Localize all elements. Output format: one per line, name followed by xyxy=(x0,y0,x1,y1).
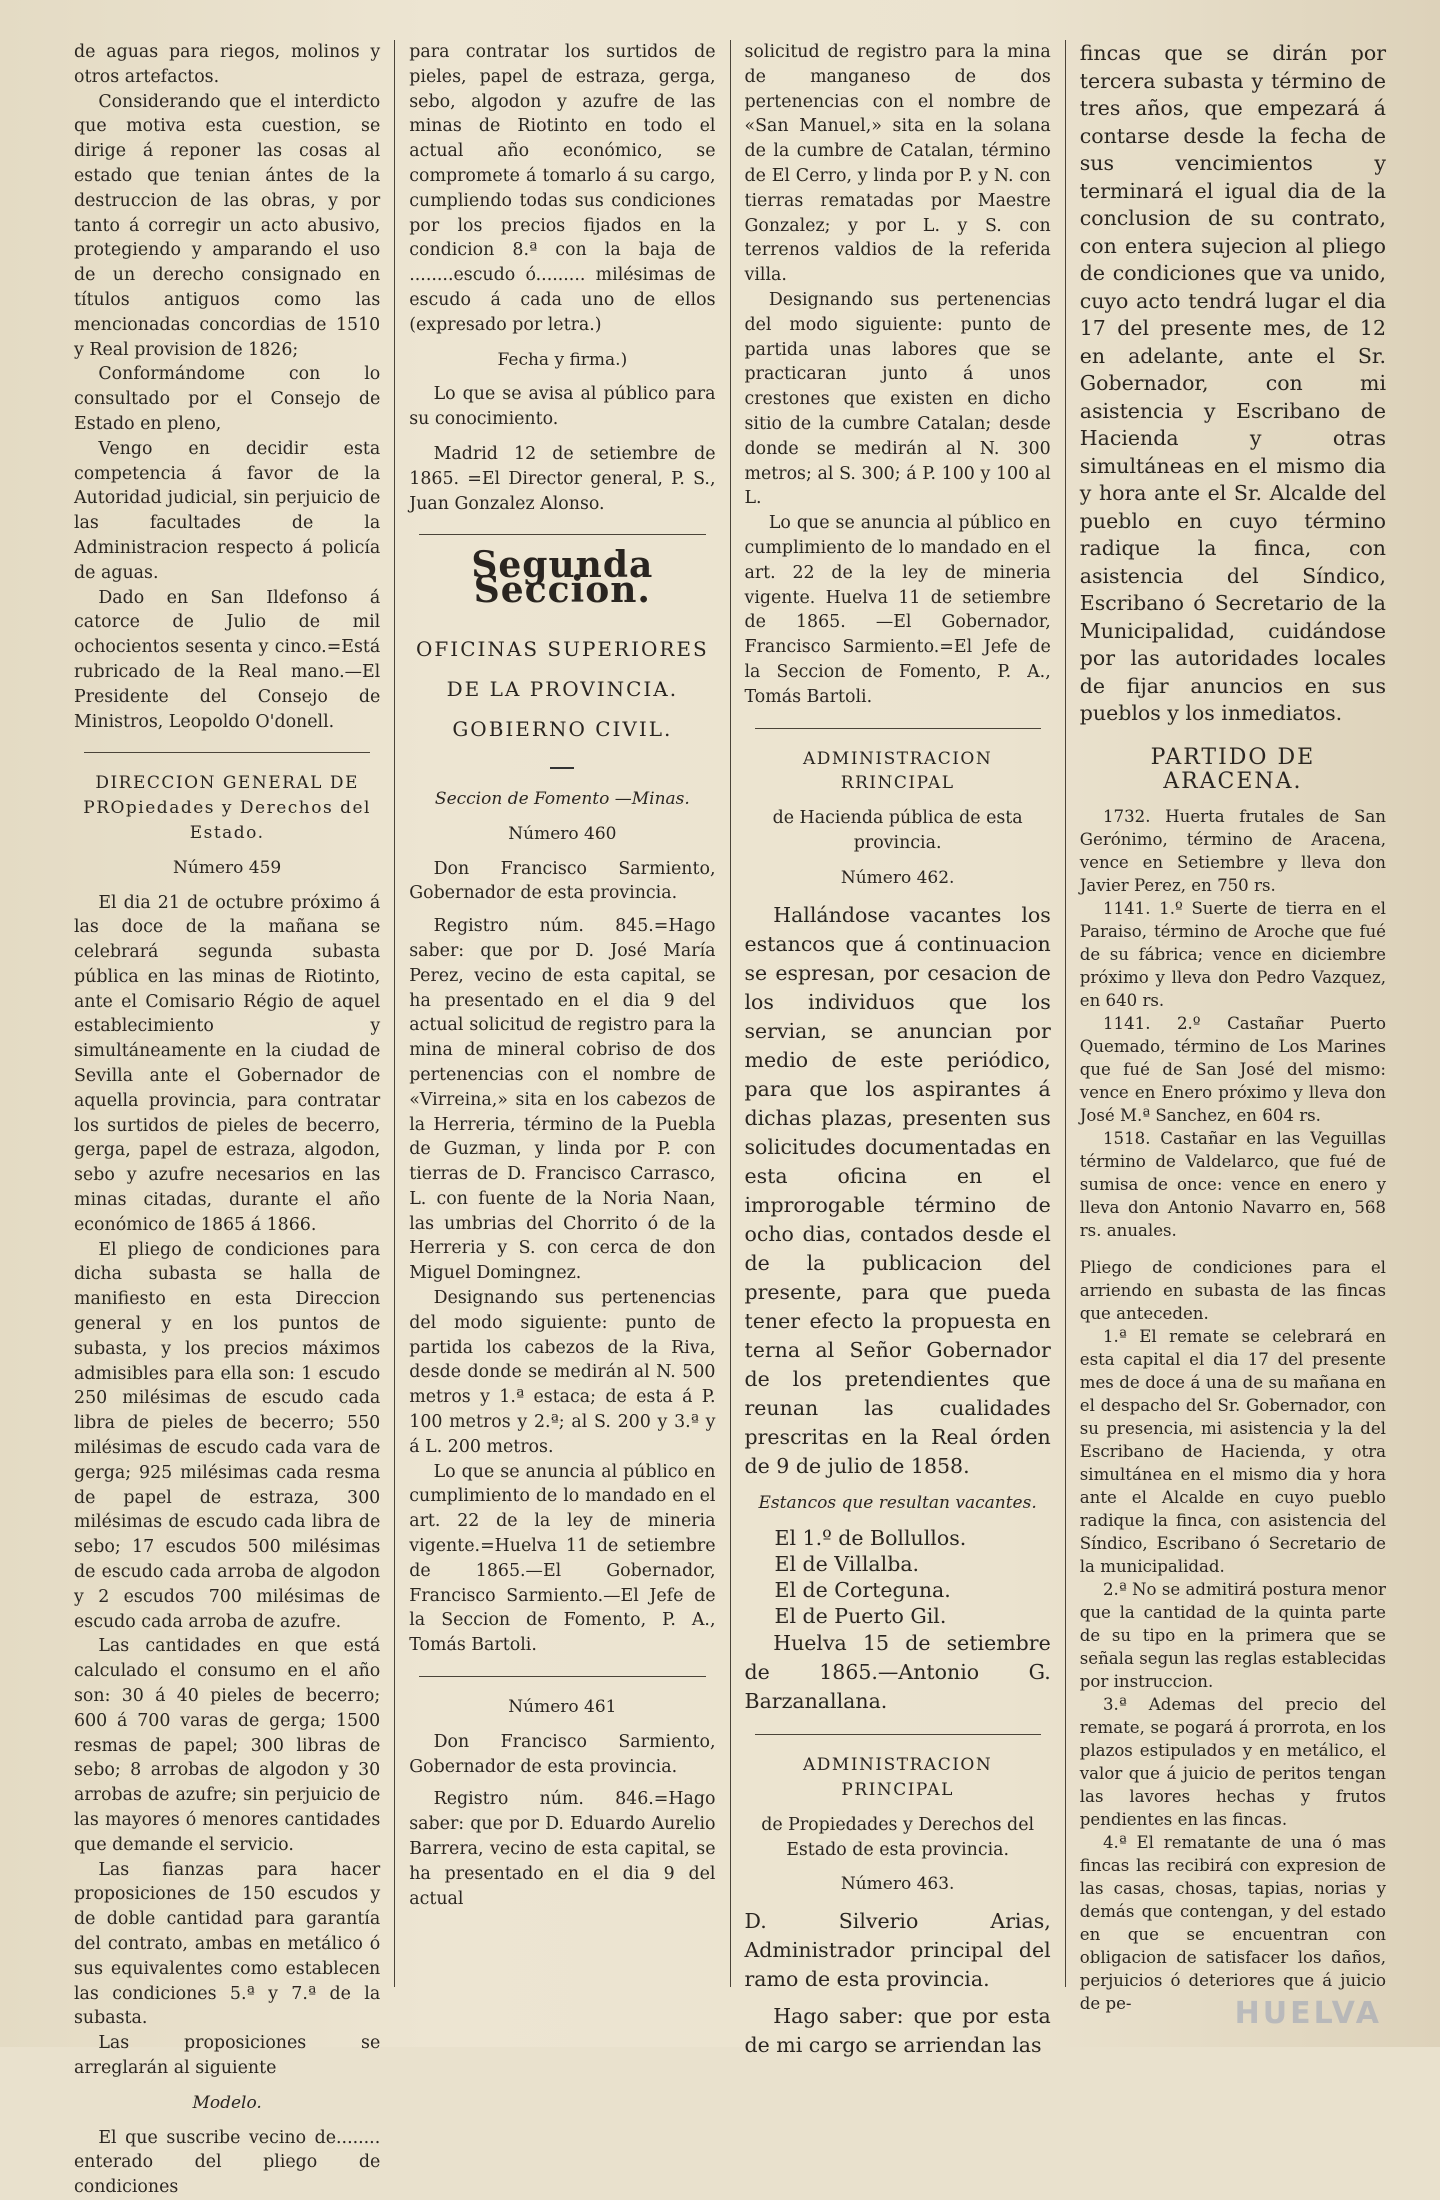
list-item: 3.ª Ademas del precio del remate, se pogará á prorrota, en los plazos estipulados y en metálico, el valor que á juicio de peritos tengan las lavores hechas y frutos pendientes en las fincas. xyxy=(1079,1695,1386,1830)
column-1 xyxy=(60,40,394,2198)
paragraph: Don Francisco Sarmiento, Gobernador de esta provincia. xyxy=(409,858,716,904)
paragraph: Lo que se anuncia al público en cumplimiento de lo mandado en el art. 22 de la ley de mineria vigente. Huelva 11 de setiembre de 1865. —El Gobernador, Francisco Sarmiento.=El Jefe de la Seccion de Fomento, P. A., Tomás Bartoli. xyxy=(744,513,1051,707)
paragraph: Lo que se avisa al público para su conocimiento. xyxy=(409,384,716,430)
section-subheading: de Hacienda pública de esta provincia. xyxy=(772,808,1023,853)
divider xyxy=(419,1676,705,1677)
number-label: Número 461 xyxy=(508,1697,617,1718)
list-item: 1141. 2.º Castañar Puerto Quemado, término de Los Marines que fué de San José del mismo: vence en Enero próximo y lleva don José M.ª Sanchez, en 604 rs. xyxy=(1079,1014,1386,1126)
subsection-heading: Seccion de Fomento —Minas. xyxy=(434,788,690,809)
list-item: El de Corteguna. xyxy=(774,1578,951,1603)
divider xyxy=(755,728,1041,729)
paragraph: para contratar los surtidos de pieles, papel de estraza, gerga, sebo, algodon y azufre de las minas de Riotinto en todo el actual año económico, se compromete á tomarlo á su cargo, cumpliendo todas sus condiciones por los precios fijados en la condicion 8.ª con la baja de ........escudo ó......... milésimas de escudo á cada uno de ellos (expresado por letra.) xyxy=(409,42,716,335)
watermark: HUELVA xyxy=(1234,1996,1382,2031)
list-item: El de Puerto Gil. xyxy=(774,1604,947,1629)
partido-heading: PARTIDO DE ARACENA. xyxy=(1150,744,1316,795)
column-2 xyxy=(394,40,729,1987)
list-item: 1.ª El remate se celebrará en esta capital el dia 17 del presente mes de doce á una de su mañana en el despacho del Sr. Gobernador, con su presencia, mi asistencia y la del Escribano de Hacienda, y otra simultánea en el mismo dia y hora ante el Alcalde en cuyo pueblo radique la finca, con asistencia del Síndico, Escribano ó Secretario de la municipalidad. xyxy=(1079,1327,1386,1577)
office-subheading: GOBIERNO CIVIL. xyxy=(452,716,673,741)
list-item: El de Villalba. xyxy=(774,1552,920,1577)
signature: Huelva 15 de setiembre de 1865.—Antonio G. Barzanallana. xyxy=(744,1631,1051,1714)
paragraph: Designando sus pertenencias del modo siguiente: punto de partida los cabezos de la Riva, desde donde se medirán al N. 500 metros y 1.ª estaca; de esta á P. 100 metros y 2.ª; al S. 200 y 3.ª y á L. 200 metros. xyxy=(409,1288,716,1457)
divider xyxy=(84,752,370,753)
paragraph: Conformándome con lo consultado por el Consejo de Estado en pleno, xyxy=(74,364,381,434)
column-3 xyxy=(730,40,1065,2058)
paragraph: Hallándose vacantes los estancos que á continuacion se espresan, por cesacion de los individuos que los servian, se anuncian por medio de este periódico, para que los aspirantes á dichas plazas, presenten sus solicitudes documentadas en esta oficina en el improrogable término de ocho dias, contados desde el de la publicacion del presente, para que pueda tener efecto la propuesta en terna al Señor Gobernador de los pretendientes que reunan las cualidades prescritas en la Real órden de 9 de julio de 1858. xyxy=(744,902,1051,1478)
paragraph: Vengo en decidir esta competencia á favor de la Autoridad judicial, sin perjuicio de las facultades de la Administracion respecto á policía de aguas. xyxy=(74,438,381,583)
office-heading: OFICINAS SUPERIORES DE LA PROVINCIA. xyxy=(416,636,709,701)
paragraph: Las fianzas para hacer proposiciones de 150 escudos y de doble cantidad para garantía del contrato, ambas en metálico ó sus equivalentes como establecen las condiciones 5.ª y 7.ª de la subasta. xyxy=(74,1859,381,2029)
paragraph: D. Silverio Arias, Administrador principal del ramo de esta provincia. xyxy=(744,1909,1051,1992)
fecha-line: Fecha y firma.) xyxy=(497,349,628,370)
short-rule xyxy=(550,767,574,769)
section-subheading: de Propiedades y Derechos del Estado de esta provincia. xyxy=(761,1814,1035,1860)
list-item: 1732. Huerta frutales de San Gerónimo, término de Aracena, vence en Setiembre y lleva don Javier Perez, en 750 rs. xyxy=(1079,807,1386,896)
list-item: 1141. 1.º Suerte de tierra en el Paraiso, término de Aroche que fué de su fábrica; vence en diciembre próximo y lleva don Pedro Vazquez, en 640 rs. xyxy=(1079,899,1386,1011)
paragraph: El pliego de condiciones para dicha subasta se halla de manifiesto en esta Direccion general y en los puntos de subasta, y los precios máximos admisibles para ella son: 1 escudo 250 milésimas de escudo cada libra de pieles de becerro; 550 milésimas de escudo cada vara de gerga; 925 milésimas cada resma de papel de estraza, 300 milésimas de escudo cada libra de sebo; 17 escudos 500 milésimas de escudo cada arroba de algodon y 2 escudos 700 milésimas de escudo cada arroba de azufre. xyxy=(74,1239,381,1632)
columns xyxy=(60,40,1400,2198)
section-heading: DIRECCION GENERAL DE PROpiedades y Derechos del Estado. xyxy=(83,773,371,843)
paragraph: de aguas para riegos, molinos y otros artefactos. xyxy=(74,42,381,87)
paragraph: Don Francisco Sarmiento, Gobernador de esta provincia. xyxy=(409,1731,716,1777)
paragraph: fincas que se dirán por tercera subasta y término de tres años, que empezará á contarse desde la fecha de sus vencimientos y terminará el igual dia de la conclusion de su contrato, con entera sujecion al pliego de condiciones que va unido, cuyo acto tendrá lugar el dia 17 del presente mes, de 12 en adelante, ante el Sr. Gobernador, con mi asistencia y Escribano de Hacienda y otras simultáneas en el mismo dia y hora ante el Sr. Alcalde del pueblo en cuyo término radique la finca, con asistencia del Síndico, Escribano ó Secretario de la Municipalidad, cuidándose por las autoridades locales de fijar anuncios en sus pueblos y los inmediatos. xyxy=(1079,41,1386,725)
number-label: Número 463. xyxy=(840,1874,955,1895)
number-label: Número 459 xyxy=(173,857,282,878)
paragraph: El dia 21 de octubre próximo á las doce de la mañana se celebrará segunda subasta pública en las minas de Riotinto, ante el Comisario Régio de aquel establecimiento y simultáneamente en la ciudad de Sevilla ante el Gobernador de aquella provincia, para contratar los surtidos de pieles de becerro, gerga, papel de estraza, algodon, sebo y azufre necesarios en las minas citadas, durante el año económico de 1865 á 1866. xyxy=(74,892,381,1235)
paragraph: Pliego de condiciones para el arriendo en subasta de las fincas que anteceden. xyxy=(1079,1258,1386,1324)
paragraph: Lo que se anuncia al público en cumplimiento de lo mandado en el art. 22 de la ley de mineria vigente.=Huelva 11 de setiembre de 1865.—El Gobernador, Francisco Sarmiento.—El Jefe de la Seccion de Fomento, P. A., Tomás Bartoli. xyxy=(409,1461,716,1656)
list-item: 1518. Castañar en las Veguillas término de Valdelarco, que fué de sumisa de once: vence en enero y lleva don Antonio Navarro en, 568 rs. anuales. xyxy=(1079,1129,1386,1241)
modelo-heading: Modelo. xyxy=(192,2092,262,2113)
section-heading: ADMINISTRACION PRINCIPAL xyxy=(803,1755,993,1801)
paragraph: Dado en San Ildefonso á catorce de Julio de mil ochocientos sesenta y cinco.=Está rubricado de la Real mano.—El Presidente del Consejo de Ministros, Leopoldo O'donell. xyxy=(74,587,381,732)
paragraph: Registro núm. 846.=Hago saber: que por D. Eduardo Aurelio Barrera, vecino de esta capital, se ha presentado en el dia 9 del actual xyxy=(409,1789,716,1909)
section-heading: ADMINISTRACION RRINCIPAL xyxy=(803,748,993,794)
number-label: Número 462. xyxy=(840,867,955,888)
section-title: Segunda Seccion. xyxy=(471,544,654,612)
list-item: El 1.º de Bollullos. xyxy=(774,1526,967,1551)
number-label: Número 460 xyxy=(508,823,617,844)
divider xyxy=(755,1734,1041,1735)
paragraph: solicitud de registro para la mina de manganeso de dos pertenencias con el nombre de «San Manuel,» sita en la solana de la cumbre de Catalan, término de El Cerro, y linda por P. y N. con tierras rematadas por Maestre Gonzalez; y por L. y S. con terrenos valdios de la referida villa. xyxy=(744,42,1051,286)
divider xyxy=(419,534,705,535)
paragraph: Las cantidades en que está calculado el consumo en el año son: 30 á 40 pieles de becerro; 600 á 700 varas de gerga; 1500 resmas de papel; 300 libras de sebo; 8 arrobas de algodon y 30 arrobas de azufre; sin perjuicio de las mayores ó menores cantidades que demande el servicio. xyxy=(74,1636,381,1855)
list-item: 2.ª No se admitirá postura menor que la cantidad de la quinta parte de su tipo en la primera que se señala segun las reglas establecidas por instruccion. xyxy=(1079,1580,1386,1692)
list-item: 4.ª El rematante de una ó mas fincas las recibirá con expresion de las casas, chosas, tapias, norias y demás que contengan, y del estado en que se encuentran con obligacion de satisfacer los daños, perjuicios ó deteriores que á juicio de pe- xyxy=(1079,1833,1386,2014)
paragraph: Considerando que el interdicto que motiva esta cuestion, se dirige á reponer las cosas al estado que tenian ántes de la destruccion de las obras, y por tanto á corregir un acto abusivo, protegiendo y amparando el uso de un derecho consignado en títulos antiguos como las mencionadas concordias de 1510 y Real provision de 1826; xyxy=(74,91,381,360)
paragraph: Las proposiciones se arreglarán al siguiente xyxy=(74,2033,381,2078)
estancos-heading: Estancos que resultan vacantes. xyxy=(758,1492,1037,1513)
paragraph: Madrid 12 de setiembre de 1865. =El Director general, P. S., Juan Gonzalez Alonso. xyxy=(409,443,716,514)
paragraph: Registro núm. 845.=Hago saber: que por D. José María Perez, vecino de esta capital, se ha presentado en el dia 9 del actual solicitud de registro para la mina de mineral cobriso de dos pertenencias con el nombre de «Virreina,» sita en los cabezos de la Herreria, término de la Puebla de Guzman, y linda por P. con tierras de D. Francisco Carrasco, L. con fuente de la Noria Naan, las umbrias del Chorrito ó de la Herreria y S. con cerca de don Miguel Domingnez. xyxy=(409,916,716,1284)
paragraph: Designando sus pertenencias del modo siguiente: punto de partida unas labores que se practicaran junto á unos crestones que existen en dicho sitio de la cumbre Catalan; desde donde se medirán al N. 300 metros; al S. 300; á P. 100 y 100 al L. xyxy=(744,289,1051,509)
paragraph: Hago saber: que por esta de mi cargo se arriendan las xyxy=(744,2004,1051,2058)
paragraph: El que suscribe vecino de........ enterado del pliego de condiciones xyxy=(74,2127,381,2198)
